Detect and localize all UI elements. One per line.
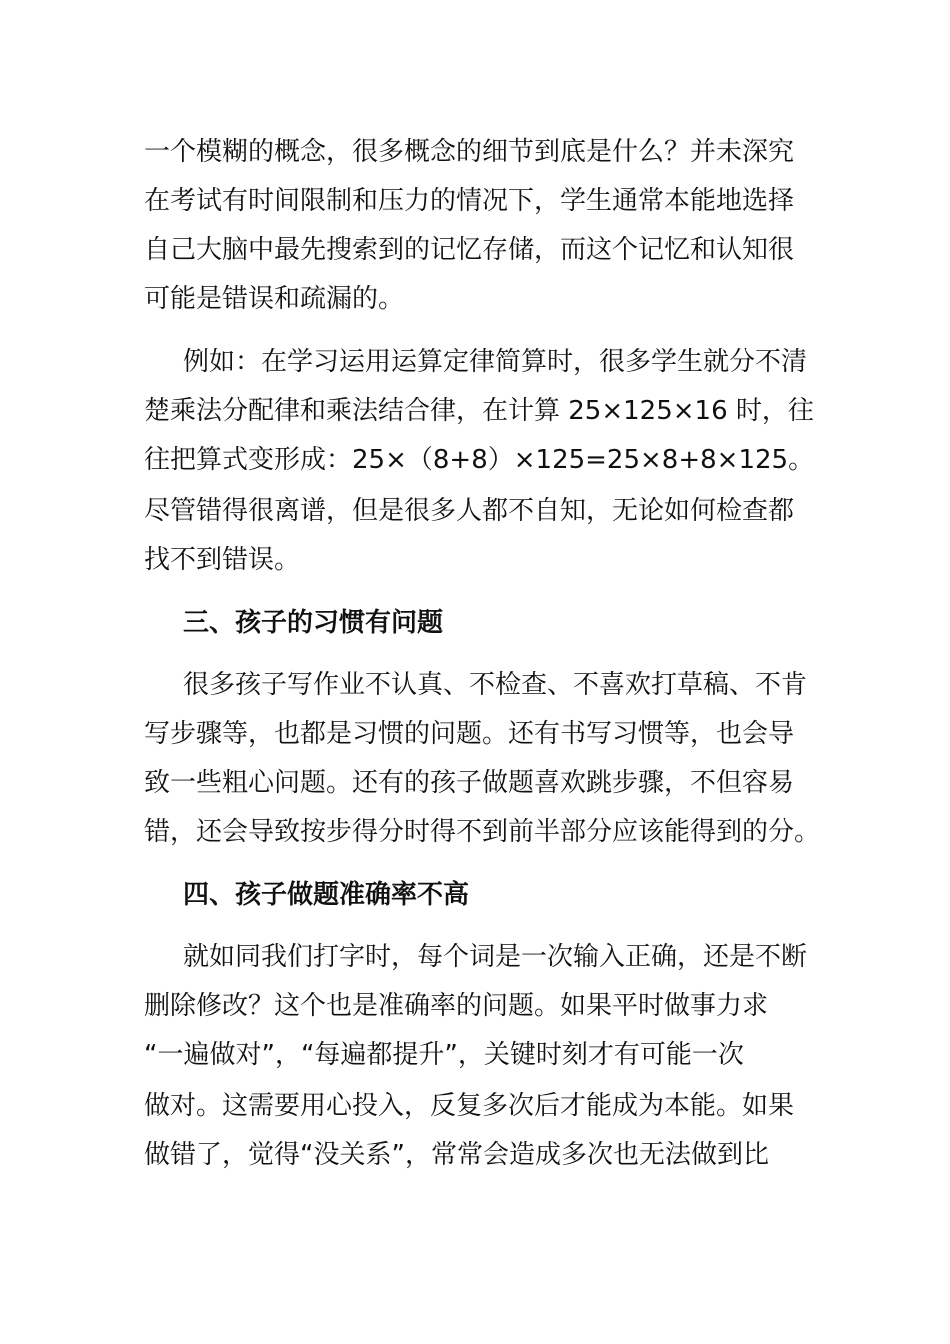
paragraph-line: 尽管错得很离谱，但是很多人都不自知，无论如何检查都 [144,496,795,526]
paragraph-line: 往把算式变形成：25×（8+8）×125=25×8+8×125。 [144,445,815,475]
paragraph-line: 楚乘法分配律和乘法结合律，在计算 25×125×16 时，往 [144,396,814,426]
paragraph-line: 错，还会导致按步得分时得不到前半部分应该能得到的分。 [144,817,821,847]
paragraph-line: 在考试有时间限制和压力的情况下，学生通常本能地选择 [144,186,795,216]
paragraph-line: 就如同我们打字时，每个词是一次输入正确，还是不断 [183,942,808,972]
section-heading: 四、孩子做题准确率不高 [183,880,470,910]
paragraph-line: “一遍做对”，“每遍都提升”，关键时刻才有可能一次 [144,1040,744,1070]
paragraph-line: 一个模糊的概念，很多概念的细节到底是什么？并未深究 [144,137,795,167]
paragraph-line: 找不到错误。 [144,545,301,575]
paragraph-line: 写步骤等，也都是习惯的问题。还有书写习惯等，也会导 [144,719,795,749]
paragraph-line: 自己大脑中最先搜索到的记忆存储，而这个记忆和认知很 [144,235,795,265]
section-heading: 三、孩子的习惯有问题 [183,608,444,638]
paragraph-line: 例如：在学习运用运算定律简算时，很多学生就分不清 [183,347,808,377]
paragraph-line: 做对。这需要用心投入，反复多次后才能成为本能。如果 [144,1091,795,1121]
paragraph-line: 删除修改？这个也是准确率的问题。如果平时做事力求 [144,991,769,1021]
paragraph-line: 可能是错误和疏漏的。 [144,284,405,314]
paragraph-line: 做错了，觉得“没关系”，常常会造成多次也无法做到比 [144,1140,769,1170]
paragraph-line: 致一些粗心问题。还有的孩子做题喜欢跳步骤，不但容易 [144,768,795,798]
paragraph-line: 很多孩子写作业不认真、不检查、不喜欢打草稿、不肯 [183,670,808,700]
